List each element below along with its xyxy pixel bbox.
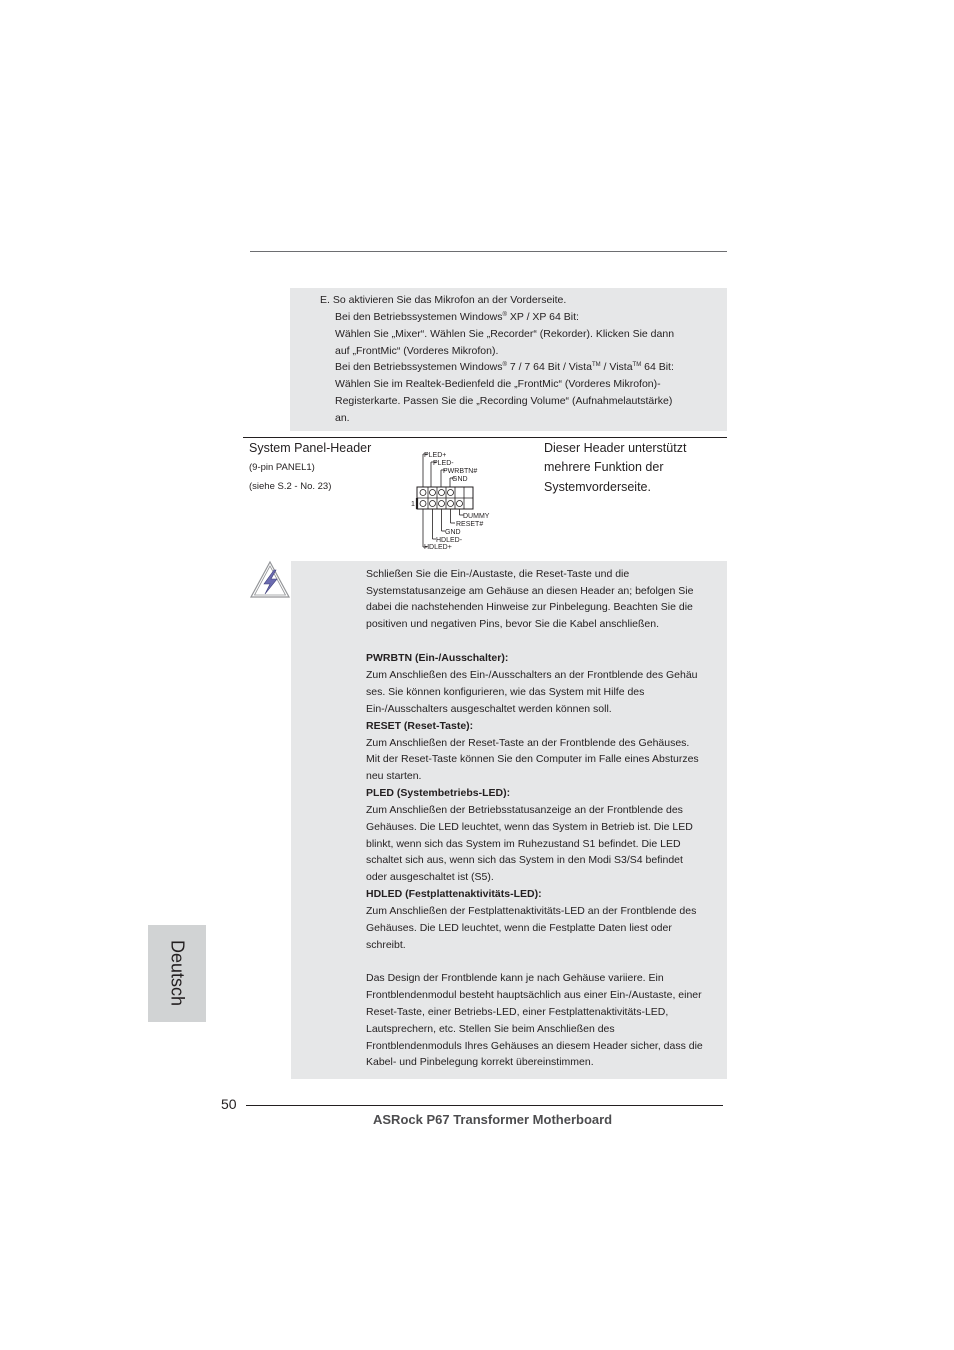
pwrbtn-heading: PWRBTN (Ein-/Ausschalter): bbox=[366, 652, 509, 664]
warning-triangle-icon bbox=[249, 560, 291, 600]
note-intro-line-4: positiven und negativen Pins, bevor Sie die Kabel anschließen. bbox=[366, 618, 660, 630]
step-e-heading: E. So aktivieren Sie das Mikrofon an der Vorderseite. bbox=[320, 294, 567, 306]
note-intro-line-1: Schließen Sie die Ein-/Austaste, die Reset-Taste und die bbox=[366, 568, 630, 580]
closing-text-5: Frontblendenmoduls Ihres Gehäuses an diesem Header sicher, dass die bbox=[366, 1040, 703, 1052]
pled-heading: PLED (Systembetriebs-LED): bbox=[366, 787, 511, 799]
language-tab-label: Deutsch bbox=[167, 939, 188, 1007]
windows-xp-line: Bei den Betriebssystemen Windows® XP / XP 64 Bit: bbox=[335, 311, 579, 323]
panel-header-desc-2: mehrere Funktion der bbox=[544, 460, 664, 474]
pin-label-dummy: DUMMY bbox=[463, 513, 490, 520]
closing-text-6: Kabel- und Pinbelegung korrekt übereinstimmen. bbox=[366, 1056, 594, 1068]
panel-header-reference: (siehe S.2 - No. 23) bbox=[249, 481, 332, 492]
xp-instructions-2: auf „FrontMic“ (Vorderes Mikrofon). bbox=[335, 345, 499, 357]
pin-label-pled-minus: PLED- bbox=[433, 460, 454, 467]
xp-instructions-1: Wählen Sie „Mixer“. Wählen Sie „Recorder“ (Rekorder). Klicken Sie dann bbox=[335, 328, 675, 340]
pled-text-1: Zum Anschließen der Betriebsstatusanzeige an der Frontblende des bbox=[366, 804, 683, 816]
hdled-text-1: Zum Anschließen der Festplattenaktivitäts-LED an der Frontblende des bbox=[366, 905, 697, 917]
pwrbtn-text-3: Ein-/Ausschalters ausgeschaltet werden können soll. bbox=[366, 703, 612, 715]
pled-text-4: schaltet sich aus, wenn sich das System in den Modi S3/S4 befindet bbox=[366, 854, 683, 866]
reset-text-1: Zum Anschließen der Reset-Taste an der Frontblende des Gehäuses. bbox=[366, 737, 690, 749]
pin-label-hdled-plus: HDLED+ bbox=[424, 544, 452, 551]
pin-label-reset: RESET# bbox=[456, 521, 484, 528]
closing-text-2: Frontblendenmodul besteht hauptsächlich aus einer Ein-/Austaste, einer bbox=[366, 989, 702, 1001]
win7-instructions-1: Wählen Sie im Realtek-Bedienfeld die „FrontMic“ (Vorderes Mikrofon)- bbox=[335, 378, 661, 390]
reset-text-3: neu starten. bbox=[366, 770, 422, 782]
section-divider bbox=[243, 437, 727, 438]
pwrbtn-text-1: Zum Anschließen des Ein-/Ausschalters an der Frontblende des Gehäu bbox=[366, 669, 698, 681]
pin-label-pwrbtn: PWRBTN# bbox=[443, 468, 478, 475]
reset-heading: RESET (Reset-Taste): bbox=[366, 720, 474, 732]
page-number: 50 bbox=[221, 1096, 237, 1112]
panel-header-desc-1: Dieser Header unterstützt bbox=[544, 441, 687, 455]
panel-header-title: System Panel-Header bbox=[249, 441, 372, 455]
panel1-pin-diagram bbox=[405, 448, 500, 554]
pled-text-2: Gehäuses. Die LED leuchtet, wenn das System in Betrieb ist. Die LED bbox=[366, 821, 693, 833]
top-divider bbox=[250, 251, 727, 252]
panel-header-pin-count: (9-pin PANEL1) bbox=[249, 462, 315, 473]
pin-label-gnd-top: GND bbox=[452, 476, 468, 483]
pin-label-pled-plus: PLED+ bbox=[424, 452, 447, 459]
pin-label-gnd-bottom: GND bbox=[445, 529, 461, 536]
closing-text-3: Reset-Taste, einer Betriebs-LED, einer Festplattenaktivitäts-LED, bbox=[366, 1006, 669, 1018]
note-intro-line-3: dabei die nachstehenden Hinweise zur Pinbelegung. Beachten Sie die bbox=[366, 601, 693, 613]
reset-text-2: Mit der Reset-Taste können Sie den Computer im Falle eines Absturzes bbox=[366, 753, 699, 765]
hdled-text-2: Gehäuses. Die LED leuchtet, wenn die Festplatte Daten liest oder bbox=[366, 922, 672, 934]
hdled-text-3: schreibt. bbox=[366, 939, 406, 951]
footer-divider bbox=[246, 1105, 723, 1106]
footer-product-name: ASRock P67 Transformer Motherboard bbox=[373, 1112, 613, 1127]
pin-label-pin1: 1 bbox=[411, 501, 415, 508]
microphone-instructions-box bbox=[290, 288, 727, 431]
panel-header-desc-3: Systemvorderseite. bbox=[544, 480, 651, 494]
pled-text-5: oder ausgeschaltet ist (S5). bbox=[366, 871, 494, 883]
closing-text-1: Das Design der Frontblende kann je nach Gehäuse variiere. Ein bbox=[366, 972, 664, 984]
hdled-heading: HDLED (Festplattenaktivitäts-LED): bbox=[366, 888, 542, 900]
windows-7-line: Bei den Betriebssystemen Windows® 7 / 7 64 Bit / Vista™ / Vista™ 64 Bit: bbox=[335, 361, 674, 373]
closing-text-4: Lautsprechern, etc. Stellen Sie beim Anschließen des bbox=[366, 1023, 615, 1035]
pled-text-3: blinkt, wenn sich das System im Ruhezustand S1 befindet. Die LED bbox=[366, 838, 681, 850]
language-tab bbox=[148, 925, 206, 1022]
win7-instructions-3: an. bbox=[335, 412, 350, 424]
win7-instructions-2: Registerkarte. Passen Sie die „Recording Volume“ (Aufnahmelautstärke) bbox=[335, 395, 673, 407]
note-intro-line-2: Systemstatusanzeige am Gehäuse an diesen Header an; befolgen Sie bbox=[366, 585, 694, 597]
pin-label-hdled-minus: HDLED- bbox=[436, 537, 463, 544]
pwrbtn-text-2: ses. Sie können konfigurieren, wie das System mit Hilfe des bbox=[366, 686, 645, 698]
